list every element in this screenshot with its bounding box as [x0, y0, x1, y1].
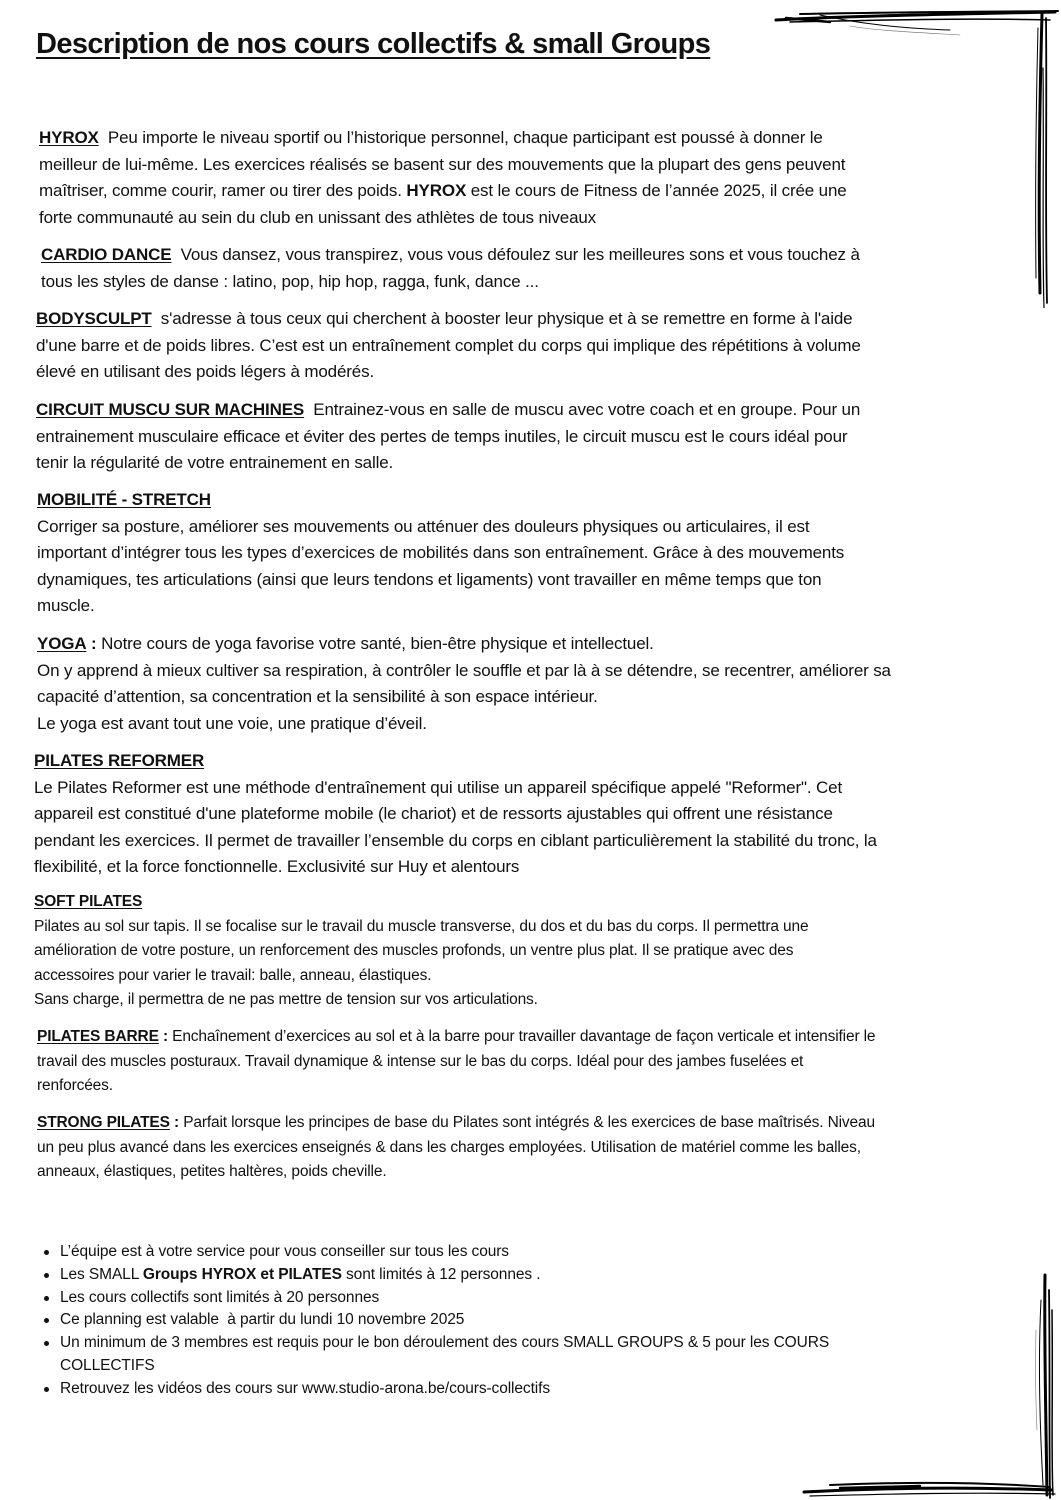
course-line: pendant les exercices. Il permet de travailler l’ensemble du corps en ciblant particulièrement la stabilité du tronc, la [34, 830, 877, 850]
bullet-icon [44, 1273, 49, 1278]
note-text: Retrouvez les vidéos des cours sur www.studio-arona.be/cours-collectifs [60, 1379, 550, 1397]
course-text: Notre cours de yoga favorise votre santé, bien-être physique et intellectuel. [101, 634, 654, 653]
separator: : [162, 1028, 168, 1045]
course-text: Parfait lorsque les principes de base du Pilates sont intégrés & les exercices de base maîtrisés. Niveau [183, 1114, 875, 1131]
course-text: Enchaînement d’exercices au sol et à la barre pour travailler davantage de façon verticale et intensifier le [172, 1028, 876, 1045]
course-line: capacité d’attention, sa concentration et la sensibilité à son espace intérieur. [37, 687, 598, 706]
course-line: Sans charge, il permettra de ne pas mettre de tension sur vos articulations. [34, 991, 538, 1008]
course-line [39, 125, 847, 152]
course-line: d'une barre et de poids libres. C’est est un entraînement complet du corps qui implique des répétitions à volume [36, 335, 861, 355]
note-text: Un minimum de 3 membres est requis pour le bon déroulement des cours SMALL GROUPS & 5 pour les COURS [60, 1334, 830, 1352]
course-line: muscle. [37, 596, 95, 615]
course-line: flexibilité, et la force fonctionnelle. Exclusivité sur Huy et alentours [34, 857, 520, 876]
course-line [37, 631, 891, 658]
course-soft-pilates [34, 890, 808, 1013]
course-text: maîtriser, comme courir, ramer ou tirer des poids. [39, 181, 402, 200]
bullet-icon [44, 1341, 49, 1346]
course-line: forte communauté au sein du club en unissant des athlètes de tous niveaux [39, 207, 597, 227]
course-line [39, 178, 847, 205]
course-line: travail des muscles posturaux. Travail dynamique & intense sur le bas du corps. Idéal pour des jambes fuselées et [37, 1052, 804, 1070]
note-item [40, 1378, 829, 1401]
course-pilates-barre [37, 1025, 875, 1099]
course-line: entrainement musculaire efficace et éviter des pertes de temps inutiles, le circuit muscu est le cours idéal pour [36, 426, 848, 446]
course-text: Peu importe le niveau sportif ou l’historique personnel, chaque participant est poussé à donner le [107, 128, 823, 147]
note-item [40, 1264, 829, 1287]
course-bodysculpt [36, 306, 861, 386]
course-line: Le Pilates Reformer est une méthode d'entraînement qui utilise un appareil spécifique appelé "Reformer". Cet [34, 777, 843, 797]
course-line: On y apprend à mieux cultiver sa respiration, à contrôler le souffle et par là à se détendre, se recentrer, améliorer sa [37, 660, 891, 680]
course-line: important d’intégrer tous les types d’exercices de mobilités dans son entraînement. Grâce à des mouvements [37, 543, 845, 562]
page-title: Description de nos cours collectifs & small Groups [36, 28, 711, 60]
course-text: Entrainez-vous en salle de muscu avec votre coach et en groupe. Pour un [313, 400, 861, 419]
course-line: tenir la régularité de votre entrainement en salle. [36, 453, 394, 472]
bullet-icon [44, 1296, 49, 1301]
course-line: Le yoga est avant tout une voie, une pratique d’éveil. [37, 713, 427, 733]
course-line: amélioration de votre posture, un renforcement des muscles profonds, un ventre plus plat. Il se pratique avec des [34, 942, 794, 959]
course-name: YOGA [37, 634, 87, 653]
course-line: anneaux, élastiques, petites haltères, poids cheville. [37, 1163, 387, 1180]
course-name: STRONG PILATES [37, 1114, 170, 1131]
course-name: SOFT PILATES [34, 893, 143, 910]
note-emphasis: Groups HYROX et PILATES [142, 1265, 342, 1283]
course-line: appareil est constitué d'une plateforme mobile (le chariot) et de ressorts ajustables qui offrent une résistance [34, 804, 833, 823]
course-line [36, 306, 861, 333]
course-hyrox [39, 125, 847, 231]
course-line: Corriger sa posture, améliorer ses mouvements ou atténuer des douleurs physiques ou articulaires, il est [37, 516, 810, 536]
course-text: Vous dansez, vous transpirez, vous vous défoulez sur les meilleures sons et vous touchez à [180, 245, 860, 264]
bullet-icon [44, 1250, 49, 1255]
course-line [37, 1025, 875, 1050]
course-name: CARDIO DANCE [41, 245, 172, 264]
course-text: est le cours de Fitness de l’année 2025, il crée une [470, 181, 847, 200]
course-name: BODYSCULPT [36, 309, 152, 328]
course-line: élevé en utilisant des poids légers à modérés. [36, 362, 375, 381]
note-item [40, 1309, 829, 1332]
separator: : [91, 634, 97, 653]
course-line [36, 397, 860, 424]
note-item [40, 1332, 829, 1378]
note-text: Les SMALL [60, 1265, 139, 1283]
course-strong-pilates [37, 1111, 875, 1185]
course-line [37, 1111, 875, 1136]
note-text: Ce planning est valable à partir du lundi 10 novembre 2025 [60, 1311, 465, 1329]
course-text: s'adresse à tous ceux qui cherchent à booster leur physique et à se remettre en forme à l'aide [160, 309, 853, 328]
course-line: dynamiques, tes articulations (ainsi que leurs tendons et ligaments) vont travailler en même temps que ton [37, 569, 822, 589]
notes-list [40, 1241, 829, 1401]
course-line: tous les styles de danse : latino, pop, hip hop, ragga, funk, dance ... [41, 271, 539, 291]
course-line: Pilates au sol sur tapis. Il se focalise sur le travail du muscle transverse, du dos et du bas du corps. Il permettra une [34, 917, 809, 935]
course-pilates-reformer [34, 748, 877, 881]
course-name: PILATES BARRE [37, 1028, 159, 1045]
bullet-icon [44, 1387, 49, 1392]
course-circuit-muscu [36, 397, 860, 477]
separator: : [174, 1114, 180, 1131]
note-item [40, 1241, 829, 1264]
note-text: L’équipe est à votre service pour vous conseiller sur tous les cours [60, 1243, 509, 1260]
note-text: COLLECTIFS [60, 1356, 155, 1374]
note-text: Les cours collectifs sont limités à 20 personnes [60, 1288, 380, 1306]
course-line: renforcées. [37, 1077, 113, 1094]
sketch-frame-bottom-right [800, 1270, 1061, 1500]
course-yoga [37, 631, 891, 737]
course-emphasis: HYROX [406, 181, 467, 200]
course-name: MOBILITÉ - STRETCH [37, 490, 211, 509]
course-name: HYROX [39, 128, 99, 147]
course-line: un peu plus avancé dans les exercices enseignés & dans les charges employées. Utilisation de matériel comme les balles, [37, 1138, 861, 1156]
note-item [40, 1287, 829, 1310]
course-line: accessoires pour varier le travail: balle, anneau, élastiques. [34, 966, 432, 984]
course-line [41, 242, 860, 269]
course-mobilite-stretch [37, 487, 844, 620]
course-line: meilleur de lui-même. Les exercices réalisés se basent sur des mouvements que la plupart des gens peuvent [39, 154, 846, 174]
course-name: CIRCUIT MUSCU SUR MACHINES [36, 400, 305, 419]
course-name: PILATES REFORMER [34, 751, 205, 770]
note-text: sont limités à 12 personnes . [346, 1265, 541, 1283]
course-cardio-dance [41, 242, 860, 295]
bullet-icon [44, 1318, 49, 1323]
